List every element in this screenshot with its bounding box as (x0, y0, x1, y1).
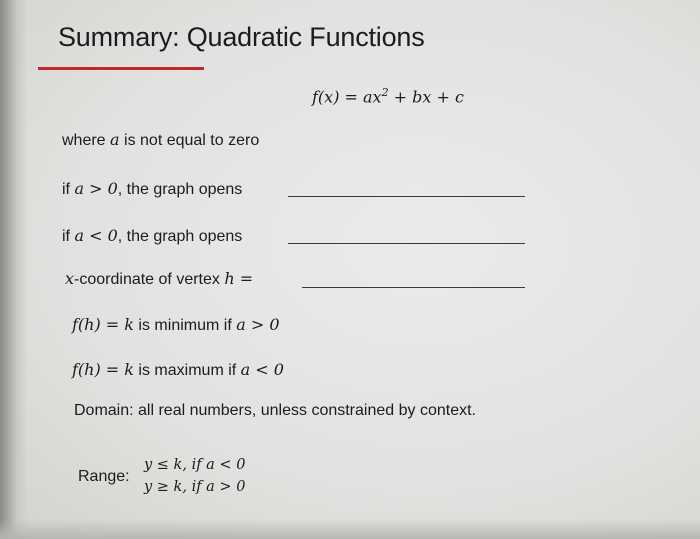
range-case-1: y ≤ k, if a < 0 (144, 457, 246, 473)
maximum-text: is maximum if (133, 362, 241, 379)
opens-up-tail: , the graph opens (117, 181, 243, 198)
maximum-expr: f(h) = k (72, 360, 134, 379)
minimum-text: is minimum if (133, 317, 237, 334)
formula-lhs: f(x) = ax (312, 87, 382, 107)
opens-down-line (62, 226, 242, 246)
range-label: Range: (78, 468, 130, 485)
minimum-expr: f(h) = k (72, 315, 134, 334)
range-cases (144, 454, 245, 498)
opens-up-line (62, 179, 242, 199)
range-case-2: y ≥ k, if a > 0 (144, 479, 246, 495)
page-bottom-shadow (0, 519, 700, 539)
where-var: a (110, 130, 120, 149)
opens-down-pre: if (62, 228, 75, 245)
opens-down-cond: a < 0 (74, 226, 118, 245)
vertex-blank[interactable] (302, 287, 525, 288)
formula-exponent: 2 (381, 86, 389, 99)
page-title: Summary: Quadratic Functions (58, 22, 425, 52)
formula-rest: + bx + c (388, 87, 464, 107)
minimum-line (72, 315, 280, 335)
page-edge-shadow (0, 0, 28, 539)
maximum-cond: a < 0 (240, 360, 284, 379)
maximum-line (72, 360, 284, 380)
domain-line: Domain: all real numbers, unless constrained by context. (74, 402, 476, 419)
opens-up-cond: a > 0 (74, 179, 118, 198)
vertex-eq: h = (224, 269, 254, 288)
opens-down-tail: , the graph opens (117, 228, 243, 245)
title-underline (38, 67, 204, 70)
vertex-text: -coordinate of vertex (74, 271, 225, 288)
quadratic-formula (312, 86, 464, 106)
vertex-line (65, 269, 253, 289)
vertex-var: x (65, 269, 75, 288)
where-line (62, 130, 259, 150)
where-tail: is not equal to zero (119, 132, 260, 149)
opens-up-blank[interactable] (288, 196, 525, 197)
opens-up-pre: if (62, 181, 75, 198)
minimum-cond: a > 0 (236, 315, 280, 334)
opens-down-blank[interactable] (288, 243, 525, 244)
where-text: where (62, 132, 111, 149)
